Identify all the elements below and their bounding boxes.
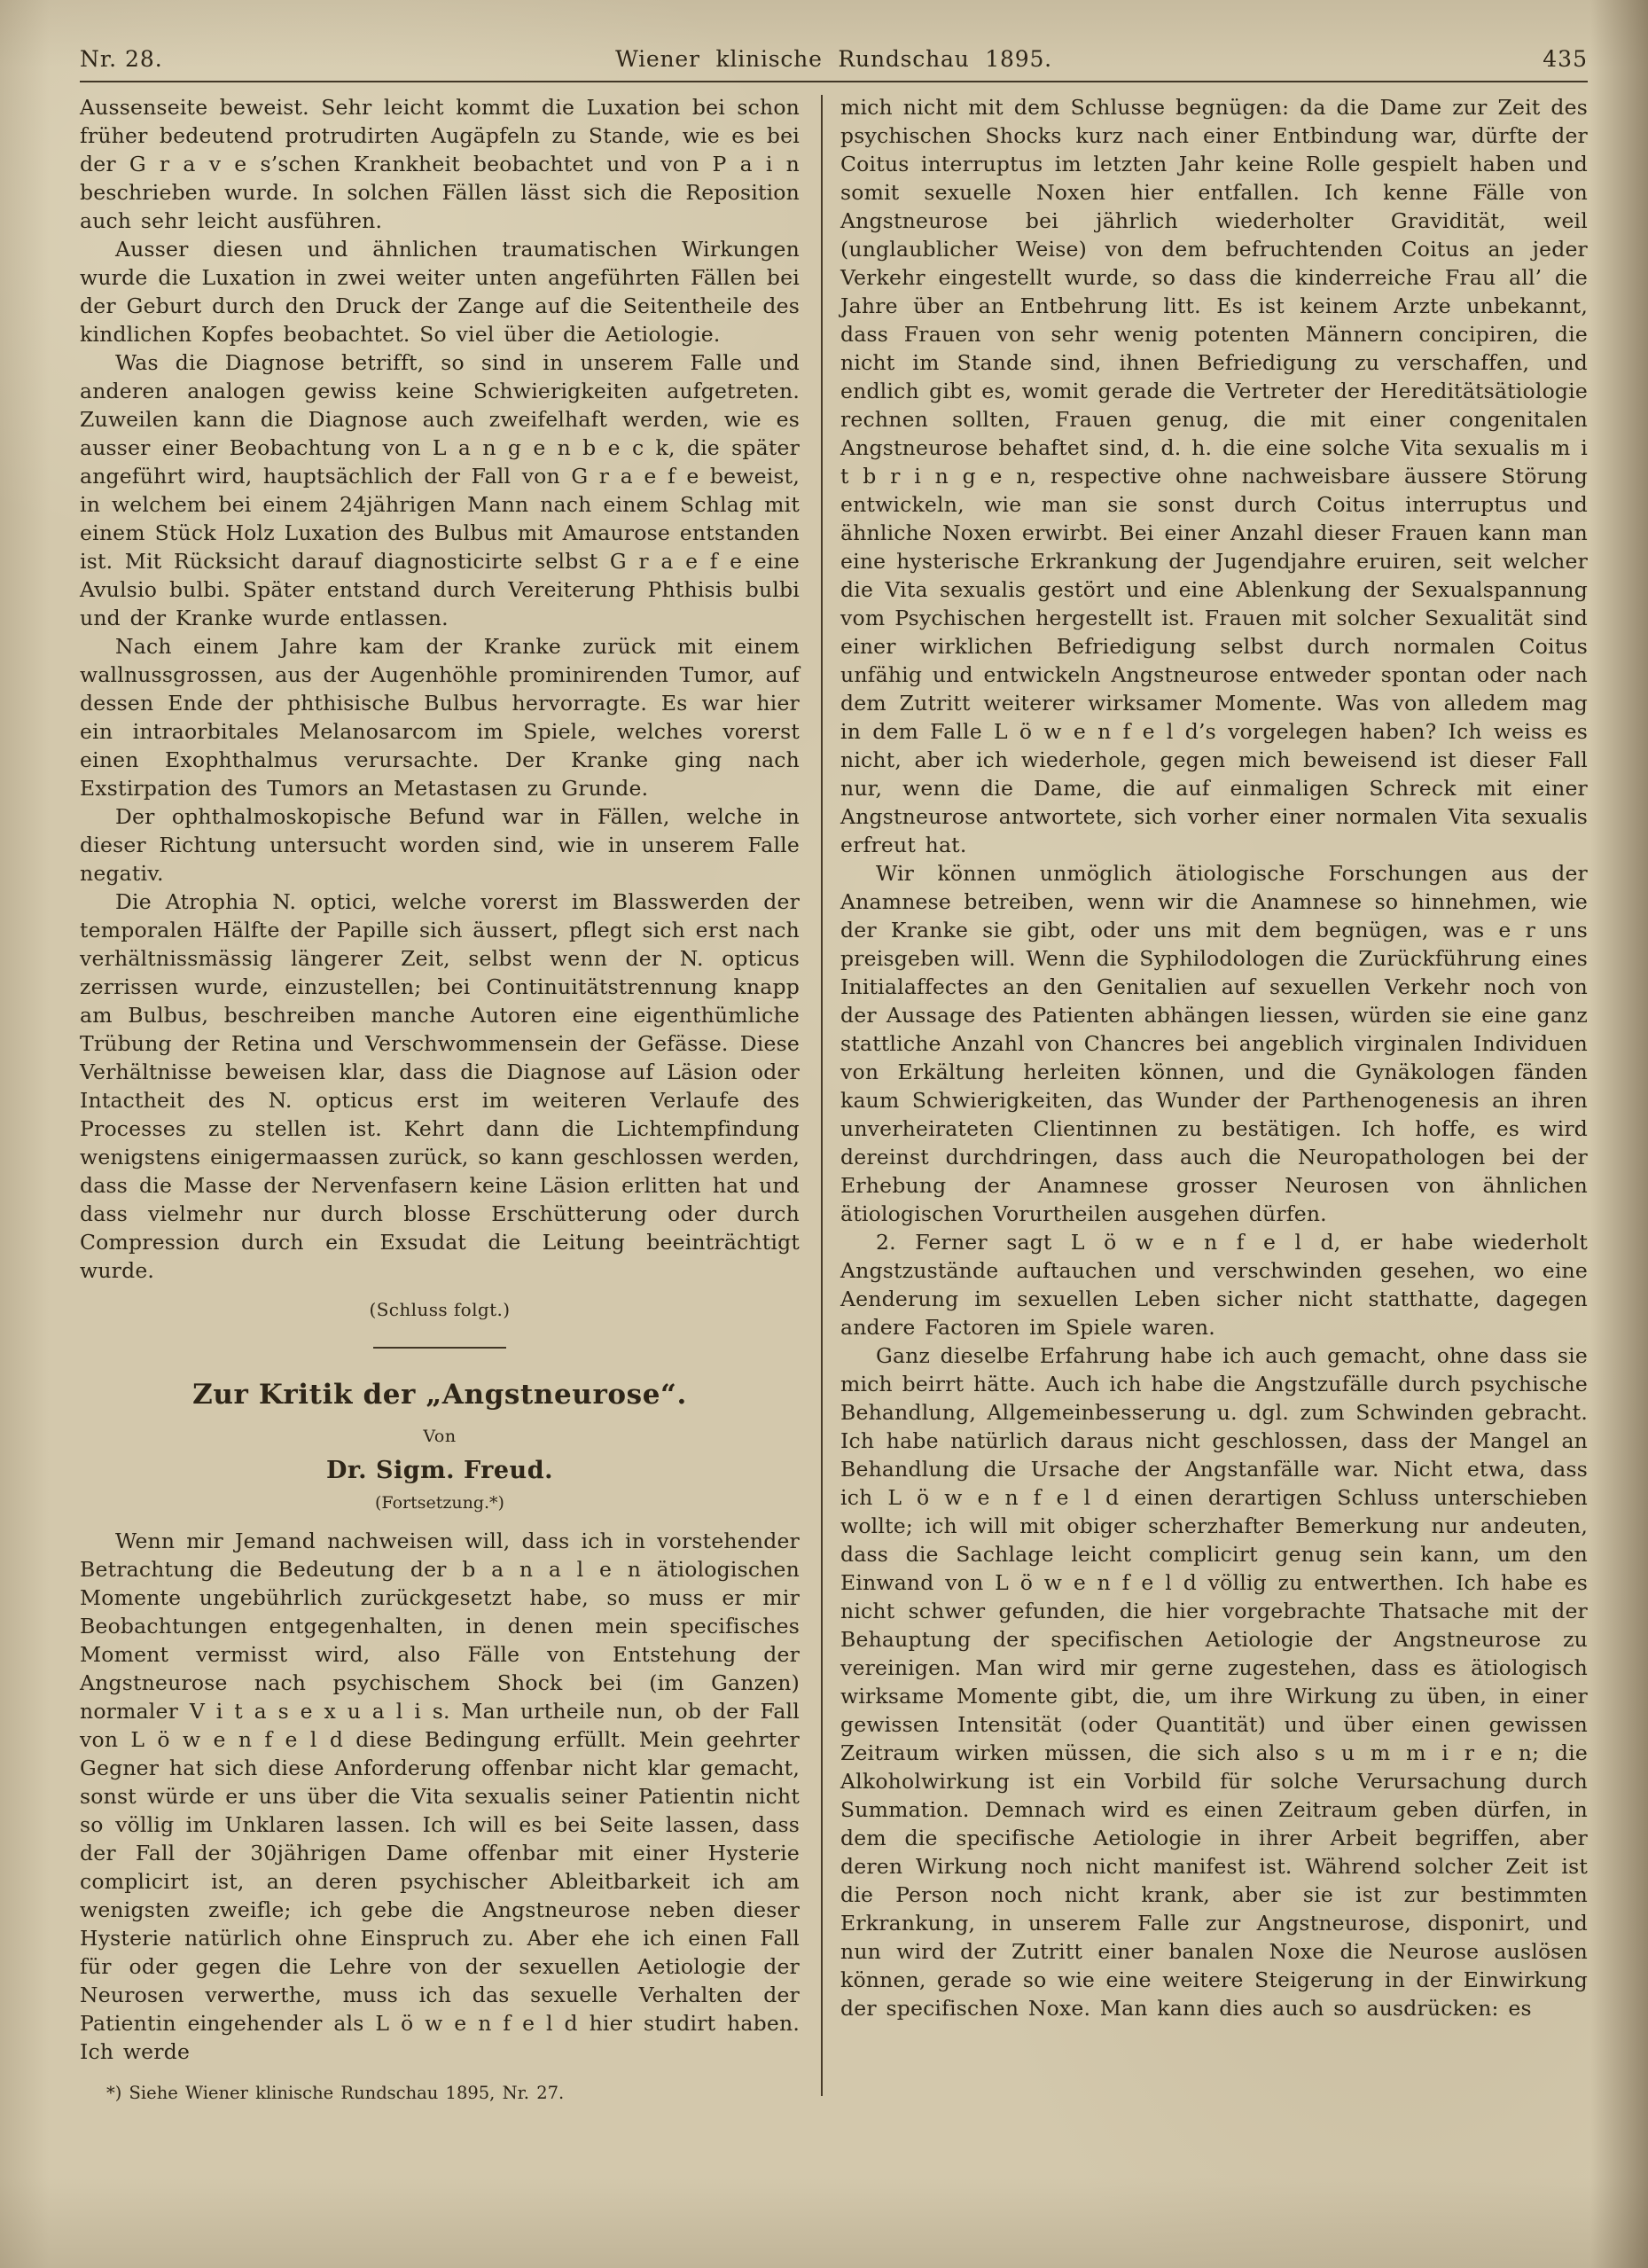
- article-divider: [373, 1347, 506, 1349]
- article-title: Zur Kritik der „Angstneurose“.: [192, 1379, 687, 1411]
- issue-number: Nr. 28.: [80, 46, 163, 72]
- paragraph: Wenn mir Jemand nachweisen will, dass ich in vorstehender Betrachtung die Bedeutung der b a n a l e n ätiologischen Momente ungebührlich zurückgesetzt habe, so muss er mir Beobachtungen entgegenhalten, in denen mein specifisches Moment vermisst wird, also Fälle von Entstehung der Angstneurose nach psychischem Shock bei (im Ganzen) normaler V i t a s e x u a l i s. Man urtheile nun, ob der Fall von L ö w e n f e l d diese Bedingung erfüllt. Mein geehrter Gegner hat sich diese Anforderung offenbar nicht klar gemacht, sonst würde er uns über die Vita sexualis seiner Patientin nicht so völlig im Unklaren lassen. Ich will es bei Seite lassen, dass der Fall der 30jährigen Dame offenbar mit einer Hysterie complicirt ist, an deren psychischer Ableitbarkeit ich am wenigsten zweifle; ich gebe die Angstneurose neben dieser Hysterie natürlich ohne Einspruch zu. Aber ehe ich einen Fall für oder gegen die Lehre von der sexuellen Aetiologie der Neurosen verwerthe, muss ich das sexuelle Verhalten der Patientin eingehender als L ö w e n f e l d hier studirt haben. Ich werde: [80, 1529, 800, 2064]
- column-divider-rule: [821, 95, 823, 2096]
- paragraph: Wir können unmöglich ätiologische Forschungen aus der Anamnese betreiben, wenn wir die Anamnese so hinnehmen, wie der Kranke sie gibt, oder uns mit dem begnügen, was e r uns preisgeben will. Wenn die Syphilodologen die Zurückführung eines Initialaffectes an den Genitalien auf sexuellen Verkehr noch von der Aussage des Patienten abhängen liessen, würden sie eine ganz stattliche Anzahl von Chancres bei angeblich virginalen Individuen von Erkältung herleiten können, und die Gynäkologen fänden kaum Schwierigkeiten, das Wunder der Parthenogenesis an ihren unverheirateten Clientinnen zu bestätigen. Ich hoffe, es wird dereinst durchdringen, dass auch die Neuropathologen bei der Erhebung der Anamnese grosser Neurosen von ähnlichen ätiologischen Vorurtheilen ausgehen dürfen.: [840, 861, 1588, 1226]
- page-number: 435: [1543, 46, 1588, 72]
- page-header: [80, 46, 1588, 72]
- header-rule: [80, 81, 1588, 82]
- paragraph: mich nicht mit dem Schlusse begnügen: da die Dame zur Zeit des psychischen Shocks kurz nach einer Entbindung war, dürfte der Coitus interruptus im letzten Jahr keine Rolle gespielt haben und somit sexuelle Noxen hier entfallen. Ich kenne Fälle von Angstneurose bei jährlich wiederholter Gravidität, weil (unglaublicher Weise) von dem befruchtenden Coitus an jeder Verkehr eingestellt wurde, so dass die kinderreiche Frau all’ die Jahre über an Entbehrung litt. Es ist keinem Arzte unbekannt, dass Frauen von sehr wenig potenten Männern concipiren, die nicht im Stande sind, ihnen Befriedigung zu verschaffen, und endlich gibt es, womit gerade die Vertreter der Hereditätsätiologie rechnen sollten, Frauen genug, die mit einer congenitalen Angstneurose behaftet sind, d. h. die eine solche Vita sexualis m i t b r i n g e n, respective ohne nachweisbare äussere Störung entwickeln, wie man sie sonst durch Coitus interruptus und ähnliche Noxen erwirbt. Bei einer Anzahl dieser Frauen kann man eine hysterische Erkrankung der Jugendjahre eruiren, seit welcher die Vita sexualis gestört und eine Ablenkung der Sexualspannung vom Psychischen hergestellt ist. Frauen mit solcher Sexualität sind einer wirklichen Befriedigung selbst durch normalen Coitus unfähig und entwickeln Angstneurose entweder spontan oder nach dem Zutritt weiterer wirksamer Momente. Was von alledem mag in dem Falle L ö w e n f e l d’s vorgelegen haben? Ich weiss es nicht, aber ich wiederhole, gegen mich beweisend ist dieser Fall nur, wenn die Dame, die auf einmaligen Schreck mit einer Angstneurose antwortete, sich vorher einer normalen Vita sexualis erfreut hat.: [840, 95, 1588, 857]
- footnote: *) Siehe Wiener klinische Rundschau 1895, Nr. 27.: [106, 2083, 565, 2103]
- paragraph: Ganz dieselbe Erfahrung habe ich auch gemacht, ohne dass sie mich beirrt hätte. Auch ich habe die Angstzufälle durch psychische Behandlung, Allgemeinbesserung u. dgl. zum Schwinden gebracht. Ich habe natürlich daraus nicht geschlossen, dass der Mangel an Behandlung die Ursache der Angstanfälle war. Nicht etwa, dass ich L ö w e n f e l d einen derartigen Schluss unterschieben wollte; ich will mit obiger scherzhafter Bemerkung nur andeuten, dass die Sachlage leicht complicirt genug sein kann, um den Einwand von L ö w e n f e l d völlig zu entwerthen. Ich habe es nicht schwer gefunden, die hier vorgebrachte Thatsache mit der Behauptung der specifischen Aetiologie der Angstneurose zu vereinigen. Man wird mir gerne zugestehen, dass es ätiologisch wirksame Momente gibt, die, um ihre Wirkung zu üben, in einer gewissen Intensität (oder Quantität) und über einen gewissen Zeitraum wirken müssen, die sich also s u m m i r e n; die Alkoholwirkung ist ein Vorbild für solche Verursachung durch Summation. Demnach wird es einen Zeitraum geben dürfen, in dem die specifische Aetiologie in ihrer Arbeit begriffen, aber deren Wirkung noch nicht manifest ist. Während solcher Zeit ist die Person noch nicht krank, aber sie ist zur bestimmten Erkrankung, in unserem Falle zur Angstneurose, disponirt, und nun wird der Zutritt einer banalen Noxe die Neurose auslösen können, gerade so wie eine weitere Steigerung in der Einwirkung der specifischen Noxe. Man kann dies auch so ausdrücken: es: [840, 1343, 1588, 2021]
- closing-note: (Schluss folgt.): [369, 1299, 511, 1320]
- journal-title: Wiener klinische Rundschau 1895.: [615, 46, 1052, 72]
- paragraph: 2. Ferner sagt L ö w e n f e l d, er habe wiederholt Angstzustände auftauchen und verschwinden gesehen, wo eine Aenderung im sexuellen Leben sicher nicht statthatte, dagegen andere Factoren im Spiele waren.: [840, 1230, 1588, 1340]
- paragraph: Nach einem Jahre kam der Kranke zurück mit einem wallnussgrossen, aus der Augenhöhle prominirenden Tumor, auf dessen Ende der phthisische Bulbus hervorragte. Es war hier ein intraorbitales Melanosarcom im Spiele, welches vorerst einen Exophthalmus verursachte. Der Kranke ging nach Exstirpation des Tumors an Metastasen zu Grunde.: [80, 634, 800, 801]
- byline-label: Von: [423, 1427, 457, 1446]
- author-name: Dr. Sigm. Freud.: [326, 1457, 553, 1484]
- paragraph: Aussenseite beweist. Sehr leicht kommt die Luxation bei schon früher bedeutend protrudirten Augäpfeln zu Stande, wie es bei der G r a v e s’schen Krankheit beobachtet und von P a i n beschrieben wurde. In solchen Fällen lässt sich die Reposition auch sehr leicht ausführen.: [80, 95, 800, 233]
- paragraph: Was die Diagnose betrifft, so sind in unserem Falle und anderen analogen gewiss keine Schwierigkeiten aufgetreten. Zuweilen kann die Diagnose auch zweifelhaft werden, wie es ausser einer Beobachtung von L a n g e n b e c k, die später angeführt wird, hauptsächlich der Fall von G r a e f e beweist, in welchem bei einem 24jährigen Mann nach einem Schlag mit einem Stück Holz Luxation des Bulbus mit Amaurose entstanden ist. Mit Rücksicht darauf diagnosticirte selbst G r a e f e eine Avulsio bulbi. Später entstand durch Vereiterung Phthisis bulbi und der Kranke wurde entlassen.: [80, 350, 800, 630]
- two-column-layout: [80, 93, 1588, 2105]
- right-column: [840, 93, 1588, 2105]
- left-column: [80, 93, 800, 2105]
- continuation-note: (Fortsetzung.*): [375, 1493, 504, 1513]
- paragraph: Der ophthalmoskopische Befund war in Fällen, welche in dieser Richtung untersucht worden sind, wie in unserem Falle negativ.: [80, 804, 800, 886]
- paragraph: Die Atrophia N. optici, welche vorerst im Blasswerden der temporalen Hälfte der Papille sich äussert, pflegt sich erst nach verhältnissmässig längerer Zeit, selbst wenn der N. opticus zerrissen wurde, einzustellen; bei Continuitätstrennung knapp am Bulbus, beschreiben manche Autoren eine eigenthümliche Trübung der Retina und Verschwommensein der Gefässe. Diese Verhältnisse beweisen klar, dass die Diagnose auf Läsion oder Intactheit des N. opticus erst im weiteren Verlaufe des Processes zu stellen ist. Kehrt dann die Lichtempfindung wenigstens einigermaassen zurück, so kann geschlossen werden, dass die Masse der Nervenfasern keine Läsion erlitten hat und dass vielmehr nur durch blosse Erschütterung oder durch Compression durch ein Exsudat die Leitung beeinträchtigt wurde.: [80, 889, 800, 1283]
- paragraph: Ausser diesen und ähnlichen traumatischen Wirkungen wurde die Luxation in zwei weiter unten angeführten Fällen bei der Geburt durch den Druck der Zange auf die Seitentheile des kindlichen Kopfes beobachtet. So viel über die Aetiologie.: [80, 237, 800, 347]
